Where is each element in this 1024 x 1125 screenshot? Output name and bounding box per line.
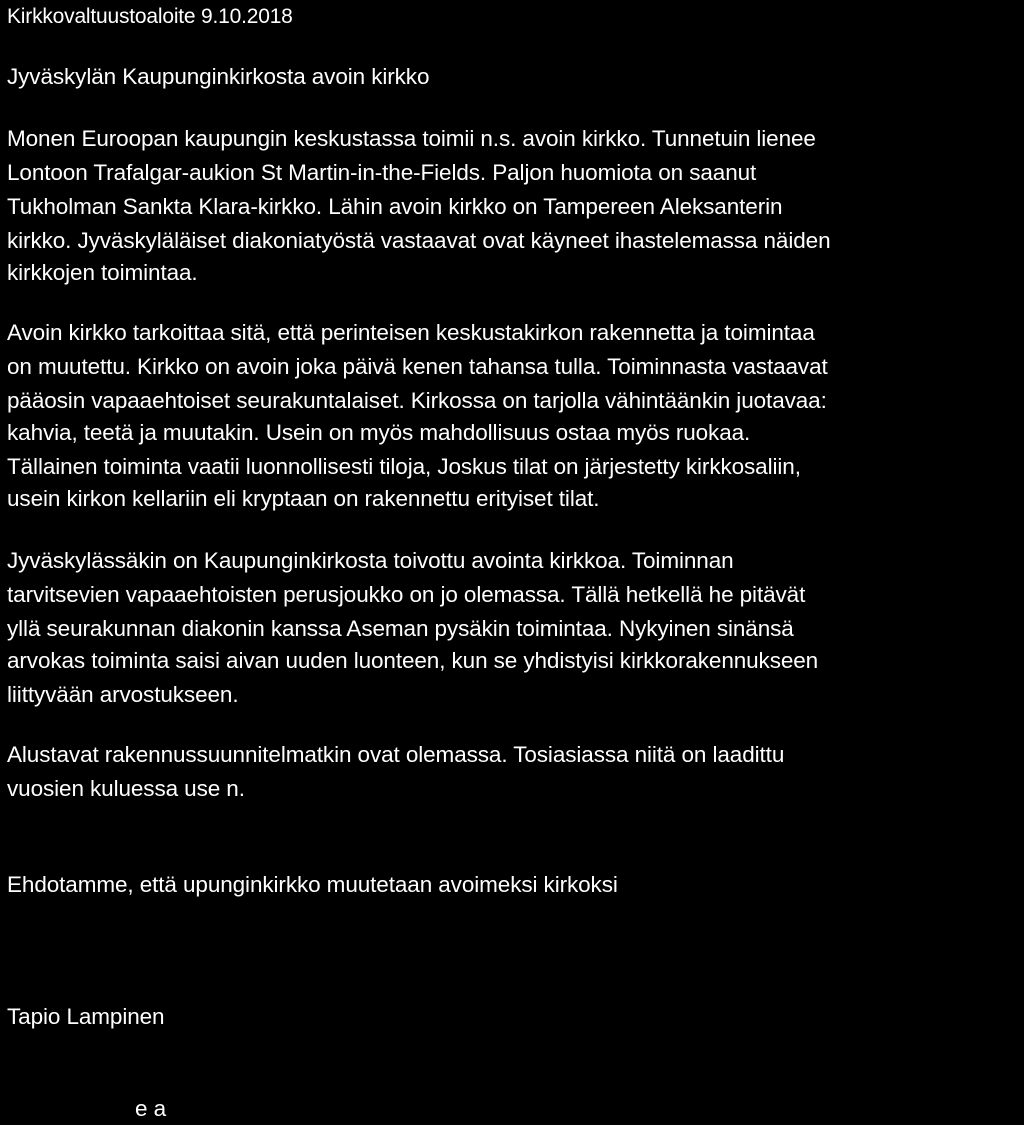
paragraph-line: kirkkojen toimintaa. — [7, 260, 198, 285]
proposal-statement: Ehdotamme, että upunginkirkko muutetaan avoimeksi kirkoksi — [7, 872, 618, 897]
paragraph-line: vuosien kuluessa use n. — [7, 776, 245, 801]
paragraph-line: tarvitsevien vapaaehtoisten perusjoukko on jo olemassa. Tällä hetkellä he pitävät — [7, 582, 806, 607]
paragraph-line: arvokas toiminta saisi aivan uuden luonteen, kun se yhdistyisi kirkkorakennukseen — [7, 648, 819, 673]
paragraph-line: on muutettu. Kirkko on avoin joka päivä kenen tahansa tulla. Toiminnasta vastaavat — [7, 354, 828, 379]
paragraph-line: pääosin vapaaehtoiset seurakuntalaiset. Kirkossa on tarjolla vähintäänkin juotavaa: — [7, 388, 827, 413]
paragraph-line: Tukholman Sankta Klara-kirkko. Lähin avoin kirkko on Tampereen Aleksanterin — [7, 194, 783, 219]
paragraph-line: Tällainen toiminta vaatii luonnollisesti tiloja, Joskus tilat on järjestetty kirkkosaliin, — [7, 454, 801, 479]
paragraph-line: yllä seurakunnan diakonin kanssa Aseman pysäkin toimintaa. Nykyinen sinänsä — [7, 616, 794, 641]
paragraph-line: Monen Euroopan kaupungin keskustassa toimii n.s. avoin kirkko. Tunnetuin lienee — [7, 126, 816, 151]
signature-name: Tapio Lampinen — [7, 1004, 165, 1029]
document-header: Kirkkovaltuustoaloite 9.10.2018 — [7, 5, 293, 28]
footer-fragment: e a — [135, 1096, 166, 1121]
paragraph-line: kirkko. Jyväskyläläiset diakoniatyöstä vastaavat ovat käyneet ihastelemassa näiden — [7, 228, 831, 253]
paragraph-line: liittyvään arvostukseen. — [7, 682, 239, 707]
paragraph-line: usein kirkon kellariin eli kryptaan on rakennettu erityiset tilat. — [7, 486, 600, 511]
paragraph-line: Jyväskylässäkin on Kaupunginkirkosta toivottu avointa kirkkoa. Toiminnan — [7, 548, 734, 573]
paragraph-line: kahvia, teetä ja muutakin. Usein on myös mahdollisuus ostaa myös ruokaa. — [7, 420, 751, 445]
paragraph-line: Alustavat rakennussuunnitelmatkin ovat olemassa. Tosiasiassa niitä on laadittu — [7, 742, 785, 767]
paragraph-line: Lontoon Trafalgar-aukion St Martin-in-the-Fields. Paljon huomiota on saanut — [7, 160, 757, 185]
paragraph-line: Avoin kirkko tarkoittaa sitä, että perinteisen keskustakirkon rakennetta ja toimintaa — [7, 320, 815, 345]
document-title: Jyväskylän Kaupunginkirkosta avoin kirkko — [7, 64, 430, 89]
